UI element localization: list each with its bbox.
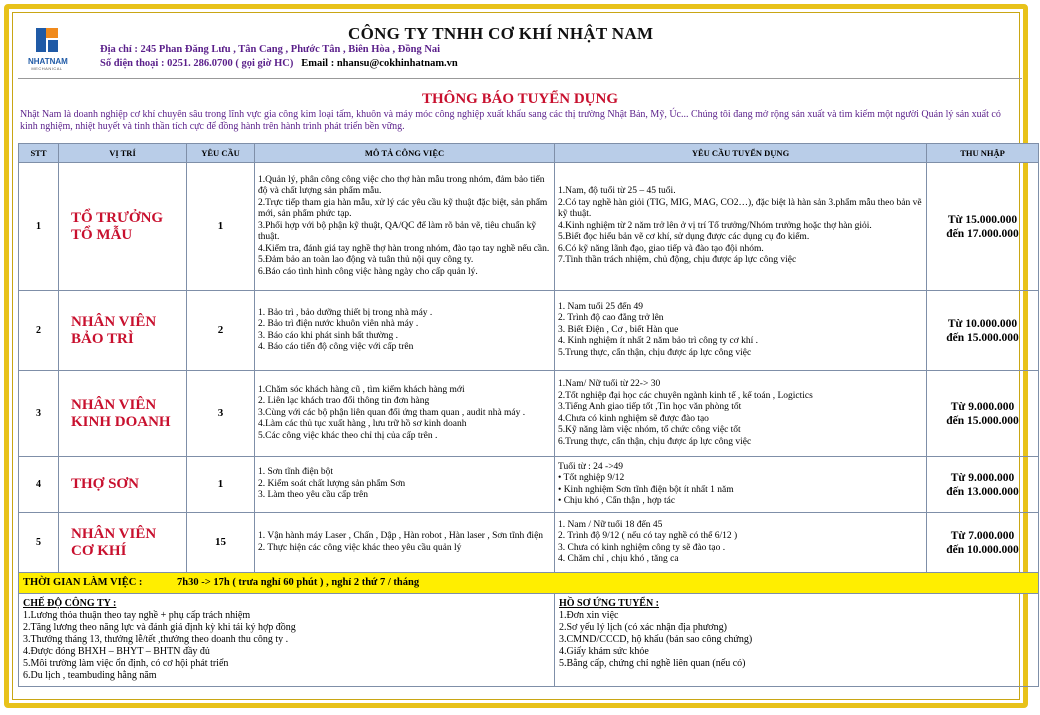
row-description — [255, 371, 555, 457]
position-title-line2: BẢO TRÌ — [71, 330, 134, 347]
row-quantity — [187, 457, 255, 513]
col-header-salary: THU NHẬP — [927, 144, 1039, 163]
description-line: 3. Báo cáo khi phát sinh bất thường . — [258, 330, 398, 341]
requirement-line: 3.Tiếng Anh giao tiếp tốt ,Tin học văn phòng tốt — [558, 402, 742, 412]
row-salary — [927, 513, 1039, 573]
documents-cell — [555, 594, 1039, 687]
notice-intro: Nhật Nam là doanh nghiệp cơ khí chuyên sâu trong lĩnh vực gia công kim loại tấm, khuôn và máy móc công nghiệp xuất khẩu sang các thị trường Nhật Bản, Mỹ, Úc... Chúng tôi đang mở rộng sản xuất và tìm kiếm một người Quản lý sản xuất có kinh nghiệm, nhiệt huyết và tinh thần tích cực để đồng hành trên hành trình phát triển bền vững. — [20, 109, 1001, 132]
quantity-value: 1 — [217, 477, 224, 490]
letterhead — [18, 18, 1022, 79]
description-line: 1.Quản lý, phân công công việc cho thợ hàn mẫu trong nhóm, đảm bảo tiến độ và chất lượng sản phẩm mẫu. — [258, 174, 545, 197]
row-quantity — [187, 163, 255, 291]
requirement-line: 2.Tốt nghiệp đại học các chuyên ngành kinh tế , kế toán , Logictics — [558, 390, 813, 401]
row-requirements — [555, 513, 927, 573]
table-row — [19, 371, 1039, 457]
row-position — [59, 163, 187, 291]
col-header-quantity: YÊU CẦU — [187, 144, 255, 163]
requirement-line: 2. Trình độ cao đẳng trở lên — [558, 313, 664, 324]
description-line: 5.Đảm bảo an toàn lao động và tuân thủ nội quy công ty. — [258, 255, 474, 266]
row-salary — [927, 371, 1039, 457]
row-quantity — [187, 513, 255, 573]
benefit-item: 6.Du lịch , teambuding hằng năm — [23, 670, 157, 681]
description-line: 4. Báo cáo tiến độ công việc với cấp trên — [258, 342, 414, 352]
requirement-line: 7.Tinh thần trách nhiệm, chủ động, chịu được áp lực công việc — [558, 255, 797, 266]
requirement-line: 4.Chưa có kinh nghiệm sẽ được đào tạo — [558, 413, 709, 424]
position-title-line2: CƠ KHÍ — [71, 542, 127, 559]
stt-value: 4 — [36, 478, 41, 490]
description-line: 4.Làm các thủ tục xuất hàng , lưu trữ hồ sơ kinh doanh — [258, 419, 467, 430]
description-line: 4.Kiểm tra, đánh giá tay nghề thợ hàn trong nhóm, đào tạo tay nghề nếu cần. — [258, 243, 550, 254]
table-row — [19, 291, 1039, 371]
requirement-line: 1. Nam / Nữ tuổi 18 đến 45 — [558, 519, 663, 530]
company-name: CÔNG TY TNHH CƠ KHÍ NHẬT NAM — [348, 24, 654, 43]
row-quantity — [187, 291, 255, 371]
job-table — [18, 143, 1039, 687]
row-position — [59, 457, 187, 513]
description-line: 2. Liên lạc khách trao đổi thông tin đơn hàng — [258, 396, 430, 407]
salary-to: đến 13.000.000 — [946, 485, 1019, 498]
requirement-line: 2. Trình độ 9/12 ( nếu có tay nghề có thể 6/12 ) — [558, 531, 738, 541]
requirement-line: 1. Nam tuổi 25 đến 49 — [558, 301, 643, 312]
benefit-item: 5.Môi trường làm việc ổn định, có cơ hội phát triển — [23, 658, 229, 669]
row-description — [255, 513, 555, 573]
document-item: 5.Bằng cấp, chứng chỉ nghề liên quan (nếu có) — [559, 658, 746, 669]
description-line: 3.Cùng với các bộ phận liên quan đối ứng tham quan , audit nhà máy . — [258, 407, 526, 418]
position-title-line2: TỔ MẪU — [71, 226, 133, 243]
description-line: 2.Trực tiếp tham gia hàn mẫu, xử lý các yêu cầu kỹ thuật đặc biệt, sản phẩm mới, sản phẩm phức tạp. — [258, 197, 548, 220]
salary-to: đến 10.000.000 — [946, 543, 1019, 556]
poster — [18, 18, 1022, 687]
quantity-value: 15 — [215, 535, 226, 548]
row-description — [255, 457, 555, 513]
description-line: 2. Kiểm soát chất lượng sản phẩm Sơn — [258, 478, 406, 489]
position-title: THỢ SƠN — [71, 476, 139, 492]
description-line: 3. Làm theo yêu cầu cấp trên — [258, 490, 368, 501]
position-title-line2: KINH DOANH — [71, 413, 171, 430]
position-title: NHÂN VIÊN — [71, 525, 157, 542]
requirement-line: 4. Kinh nghiệm ít nhất 2 năm bảo trì công ty cơ khí . — [558, 336, 759, 347]
document-item: 4.Giấy khám sức khỏe — [559, 646, 649, 657]
worktime-value: 7h30 -> 17h ( trưa nghỉ 60 phút ) , nghỉ 2 thứ 7 / tháng — [177, 577, 420, 589]
row-stt — [19, 513, 59, 573]
row-description — [255, 291, 555, 371]
row-position — [59, 371, 187, 457]
description-line: 2. Bảo trì điện nước khuôn viên nhà máy . — [258, 319, 419, 329]
row-position — [59, 291, 187, 371]
salary-from: Từ 9.000.000 — [950, 400, 1015, 413]
company-contact — [100, 58, 458, 69]
table-row — [19, 163, 1039, 291]
documents-list — [559, 610, 1034, 670]
col-header-requirements: YÊU CẦU TUYỂN DỤNG — [555, 144, 927, 163]
col-header-stt: STT — [19, 144, 59, 163]
benefits-cell — [19, 594, 555, 687]
row-position — [59, 513, 187, 573]
salary-from: Từ 9.000.000 — [950, 471, 1015, 484]
stt-value: 1 — [36, 220, 41, 232]
quantity-value: 1 — [217, 219, 224, 232]
document-item: 2.Sơ yếu lý lịch (có xác nhận địa phương) — [559, 622, 727, 633]
logo-subtext: MECHANICAL — [31, 66, 63, 71]
quantity-value: 2 — [217, 323, 224, 336]
document-item: 1.Đơn xin việc — [559, 610, 619, 621]
requirement-line: 2.Có tay nghề hàn giỏi (TIG, MIG, MAG, CO2…), đặc biệt là hàn sản 3.phẩm mẫu theo bản vẽ kỹ thuật. — [558, 197, 922, 220]
description-line: 2. Thực hiện các công việc khác theo yêu cầu quản lý — [258, 542, 462, 553]
table-row — [19, 457, 1039, 513]
salary-to: đến 15.000.000 — [946, 331, 1019, 344]
description-line: 1. Vận hành máy Laser , Chấn , Dập , Hàn robot , Hàn laser , Sơn tĩnh điện — [258, 531, 544, 541]
benefit-item: 3.Thưởng tháng 13, thưởng lễ/tết ,thưởng theo doanh thu công ty . — [23, 634, 289, 645]
benefit-item: 1.Lương thỏa thuận theo tay nghề + phụ cấp trách nhiệm — [23, 610, 251, 621]
logo-text: NHATNAM — [28, 57, 68, 66]
documents-title: HỒ SƠ ỨNG TUYỂN : — [559, 598, 660, 609]
stt-value: 5 — [36, 536, 41, 548]
requirement-line: Tuổi từ : 24 ->49 — [558, 461, 624, 472]
company-phone: Số điện thoại : 0251. 286.0700 ( gọi giờ HC) — [100, 58, 294, 69]
benefits-list — [23, 610, 550, 682]
requirement-line: 6.Trung thực, cẩn thận, chịu được áp lực công việc — [558, 436, 752, 447]
quantity-value: 3 — [217, 406, 224, 419]
requirement-line: 4. Chăm chỉ , chịu khó , tăng ca — [558, 554, 679, 564]
requirement-line: 5.Trung thực, cẩn thận, chịu được áp lực công việc — [558, 347, 752, 358]
row-stt — [19, 371, 59, 457]
row-salary — [927, 457, 1039, 513]
requirement-line: • Kinh nghiệm Sơn tĩnh điện bột ít nhất 1 năm — [558, 484, 734, 495]
description-line: 1. Sơn tĩnh điện bột — [258, 467, 333, 478]
salary-to: đến 17.000.000 — [946, 227, 1019, 240]
logo-mark-icon — [32, 26, 62, 56]
stt-value: 3 — [36, 407, 41, 419]
description-line: 5.Các công việc khác theo chỉ thị của cấp trên . — [258, 430, 438, 441]
table-row — [19, 513, 1039, 573]
row-requirements — [555, 291, 927, 371]
col-header-position: VỊ TRÍ — [59, 144, 187, 163]
row-description — [255, 163, 555, 291]
description-line: 3.Phối hợp với bộ phận kỹ thuật, QA/QC để làm rõ bản vẽ, tiêu chuẩn kỹ thuật. — [258, 220, 537, 243]
requirement-line: 3. Biết Điện , Cơ , biết Hàn que — [558, 324, 679, 335]
worktime-label: THỜI GIAN LÀM VIỆC : — [23, 577, 143, 589]
requirement-line: 4.Kinh nghiệm từ 2 năm trở lên ở vị trí Tổ trưởng/Nhóm trưởng hoặc thợ hàn giỏi. — [558, 220, 872, 231]
bottom-info-row — [19, 594, 1039, 687]
requirement-line: 5.Biết đọc hiểu bản vẽ cơ khí, sử dụng được các dụng cụ đo kiểm. — [558, 232, 810, 243]
row-quantity — [187, 371, 255, 457]
company-logo — [28, 26, 66, 76]
row-requirements — [555, 371, 927, 457]
position-title: NHÂN VIÊN — [71, 396, 157, 413]
position-title: NHÂN VIÊN — [71, 313, 157, 330]
salary-from: Từ 7.000.000 — [950, 529, 1015, 542]
salary-from: Từ 10.000.000 — [947, 317, 1018, 330]
salary-from: Từ 15.000.000 — [947, 213, 1018, 226]
row-stt — [19, 457, 59, 513]
description-line: 1. Bảo trì , bảo dưỡng thiết bị trong nhà máy . — [258, 307, 433, 318]
requirement-line: 1.Nam/ Nữ tuổi từ 22-> 30 — [558, 379, 661, 389]
benefits-title: CHẾ ĐỘ CÔNG TY : — [23, 598, 117, 609]
notice-title: THÔNG BÁO TUYỂN DỤNG — [422, 91, 618, 107]
stt-value: 2 — [36, 324, 41, 336]
benefit-item: 2.Tăng lương theo năng lực và đánh giá định kỳ khi tái ký hợp đồng — [23, 622, 296, 633]
table-header-row — [19, 144, 1039, 163]
benefit-item: 4.Được đóng BHXH – BHYT – BHTN đầy đủ — [23, 646, 210, 657]
requirement-line: • Tốt nghiệp 9/12 — [558, 473, 625, 483]
requirement-line: 1.Nam, độ tuổi từ 25 – 45 tuổi. — [558, 186, 676, 197]
row-salary — [927, 291, 1039, 371]
company-email[interactable]: Email : nhansu@cokhinhatnam.vn — [301, 58, 458, 69]
description-line: 1.Chăm sóc khách hàng cũ , tìm kiếm khách hàng mới — [258, 384, 465, 395]
requirement-line: 3. Chưa có kinh nghiệm công ty sẽ đào tạo . — [558, 542, 726, 553]
row-requirements — [555, 457, 927, 513]
row-stt — [19, 291, 59, 371]
requirement-line: 6.Có kỹ năng lãnh đạo, giao tiếp và đào tạo đội nhóm. — [558, 243, 764, 254]
row-requirements — [555, 163, 927, 291]
worktime-row — [19, 573, 1039, 594]
document-item: 3.CMND/CCCD, hộ khẩu (bản sao công chứng) — [559, 634, 753, 645]
requirement-line: • Chịu khó , Cẩn thận , hợp tác — [558, 496, 676, 506]
worktime-cell — [19, 573, 1039, 594]
row-stt — [19, 163, 59, 291]
description-line: 6.Báo cáo tình hình công việc hàng ngày cho cấp quản lý. — [258, 266, 478, 277]
row-salary — [927, 163, 1039, 291]
company-address: Địa chỉ : 245 Phan Đăng Lưu , Tân Cang , Phước Tân , Biên Hòa , Đồng Nai — [100, 44, 441, 55]
salary-to: đến 15.000.000 — [946, 414, 1019, 427]
col-header-description: MÔ TẢ CÔNG VIỆC — [255, 144, 555, 163]
requirement-line: 5.Kỹ năng làm việc nhóm, tổ chức công việc tốt — [558, 425, 741, 435]
position-title: TỔ TRƯỞNG — [71, 209, 164, 226]
